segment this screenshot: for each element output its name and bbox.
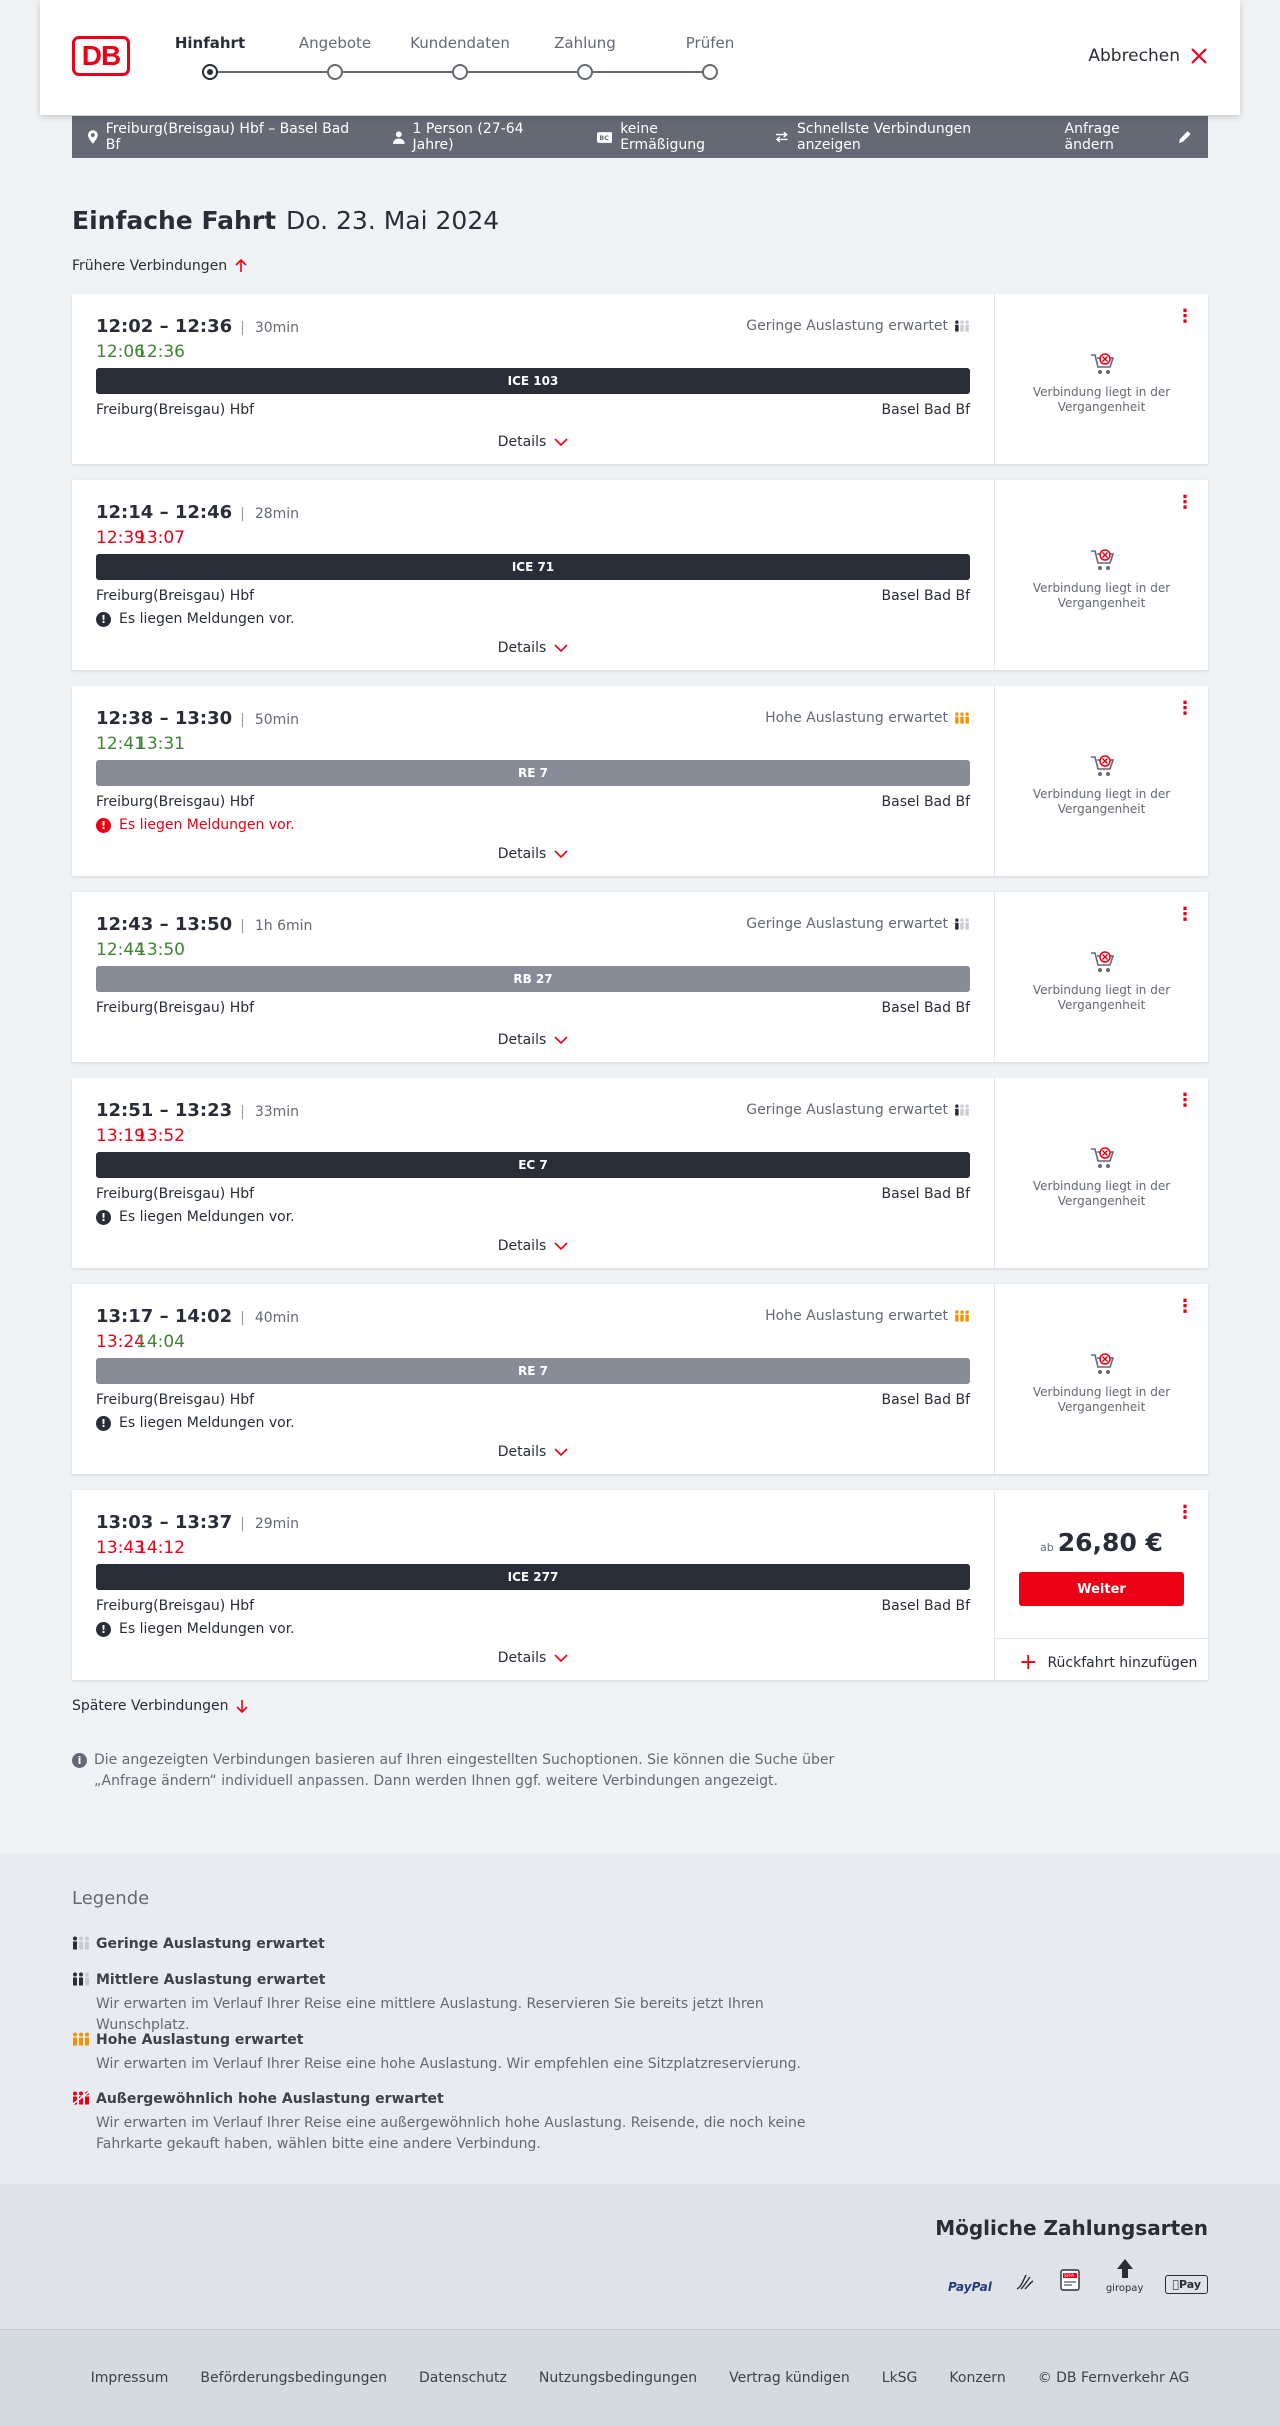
apple-pay-icon: Pay <box>1165 2275 1208 2294</box>
scheduled-times <box>96 1100 299 1121</box>
details-label: Details <box>497 846 547 862</box>
duration: | 33min <box>240 1104 299 1120</box>
legend-title: Legende <box>72 1888 150 1909</box>
details-label: Details <box>497 434 547 450</box>
details-label: Details <box>497 1650 547 1666</box>
details-toggle[interactable] <box>72 434 994 450</box>
chevron-down-icon <box>554 1654 568 1663</box>
arrival-station: Basel Bad Bf <box>881 1186 970 1202</box>
connection-info <box>72 1284 994 1474</box>
departure-station: Freiburg(Breisgau) Hbf <box>96 794 255 810</box>
connection-card[interactable] <box>72 892 1208 1062</box>
later-connections-label: Spätere Verbindungen <box>72 1698 229 1714</box>
train-bar[interactable]: EC 7 <box>96 1152 970 1178</box>
footer-link-lksg[interactable]: LkSG <box>881 2370 918 2386</box>
legend-item-desc: Wir erwarten im Verlauf Ihrer Reise eine außergewöhnlich hohe Auslastung. Reisende, die noch keine Fahrkarte gekauft haben, wählen bitte eine andere Verbindung. <box>96 2115 806 2152</box>
arrival-station: Basel Bad Bf <box>881 1000 970 1016</box>
legend-item-low <box>72 1936 325 1952</box>
step-dot-active <box>202 64 218 80</box>
summary-route <box>88 121 361 153</box>
past-connection-notice <box>995 351 1208 415</box>
scheduled-times <box>96 914 312 935</box>
past-connection-notice <box>995 1145 1208 1209</box>
occupancy-indicator <box>765 710 970 726</box>
connection-card[interactable] <box>72 686 1208 876</box>
duration: | 29min <box>240 1516 299 1532</box>
price-prefix: ab <box>1040 1541 1054 1554</box>
scheduled-times <box>96 1512 299 1533</box>
cart-past-icon <box>1089 949 1115 975</box>
legend-section <box>0 1854 1280 2184</box>
scheduled-times <box>96 316 299 337</box>
message-notice <box>96 817 295 833</box>
departure-station: Freiburg(Breisgau) Hbf <box>96 1598 255 1614</box>
scheduled-times <box>96 502 299 523</box>
footer-link-impressum[interactable]: Impressum <box>90 2370 169 2386</box>
duration: | 40min <box>240 1310 299 1326</box>
price-value: 26,80 € <box>1057 1528 1163 1557</box>
past-connection-notice <box>995 1351 1208 1415</box>
legend-item-title: Außergewöhnlich hohe Auslastung erwartet <box>96 2091 444 2107</box>
connection-offer <box>994 1284 1208 1474</box>
add-return-trip-button[interactable] <box>995 1638 1208 1686</box>
connection-offer <box>994 294 1208 464</box>
chevron-down-icon <box>554 1036 568 1045</box>
realtime-arrival: 13:31 <box>136 734 185 754</box>
message-notice <box>96 1209 295 1225</box>
train-bar[interactable]: RE 7 <box>96 1358 970 1384</box>
location-pin-icon <box>88 130 98 144</box>
connection-card[interactable] <box>72 1284 1208 1474</box>
step-dot <box>702 64 718 80</box>
payment-methods <box>948 2258 1208 2294</box>
scheduled-times <box>96 708 299 729</box>
footer-link-befoerderungsbedingungen[interactable]: Beförderungsbedingungen <box>200 2370 387 2386</box>
cancel-label: Abbrechen <box>1088 46 1180 66</box>
realtime-departure: 12:44 <box>96 940 145 960</box>
legend-item-title: Mittlere Auslastung erwartet <box>96 1972 326 1988</box>
footer <box>0 2329 1280 2426</box>
details-toggle[interactable] <box>72 1032 994 1048</box>
duration: | 50min <box>240 712 299 728</box>
realtime-arrival: 13:50 <box>136 940 185 960</box>
message-text: Es liegen Meldungen vor. <box>119 1621 295 1637</box>
chevron-down-icon <box>554 850 568 859</box>
scheduled-times-text: 12:38 – 13:30 <box>96 708 233 729</box>
more-options-icon[interactable]: ⋮ <box>1176 492 1194 513</box>
summary-discount <box>597 121 744 153</box>
payment-title: Mögliche Zahlungsarten <box>935 2216 1208 2240</box>
connection-info <box>72 480 994 670</box>
info-note <box>72 1750 852 1792</box>
legend-item-high <box>72 2032 856 2075</box>
connection-card[interactable] <box>72 1078 1208 1268</box>
step-kundendaten: Kundendaten <box>410 34 510 52</box>
departure-station: Freiburg(Breisgau) Hbf <box>96 1000 255 1016</box>
step-angebote: Angebote <box>298 34 372 52</box>
details-toggle[interactable] <box>72 1444 994 1460</box>
details-toggle[interactable] <box>72 640 994 656</box>
swap-arrows-icon <box>775 131 789 143</box>
occupancy-low-icon <box>72 1936 90 1950</box>
occupancy-text: Hohe Auslastung erwartet <box>765 1308 948 1324</box>
realtime-arrival: 14:12 <box>136 1538 185 1558</box>
cart-past-icon <box>1089 753 1115 779</box>
more-options-icon[interactable]: ⋮ <box>1176 1502 1194 1523</box>
plus-icon: + <box>1019 1649 1038 1675</box>
message-text: Es liegen Meldungen vor. <box>119 817 295 833</box>
details-label: Details <box>497 1238 547 1254</box>
chevron-down-icon <box>554 1448 568 1457</box>
arrival-station: Basel Bad Bf <box>881 794 970 810</box>
svg-text:BC: BC <box>599 134 609 142</box>
cart-past-icon <box>1089 351 1115 377</box>
scheduled-times <box>96 1306 299 1327</box>
alert-icon: ! <box>96 1416 111 1431</box>
message-text: Es liegen Meldungen vor. <box>119 1415 295 1431</box>
add-return-trip-label: Rückfahrt hinzufügen <box>1047 1654 1198 1671</box>
arrival-station: Basel Bad Bf <box>881 588 970 604</box>
more-options-icon[interactable]: ⋮ <box>1176 1296 1194 1317</box>
realtime-departure: 12:41 <box>96 734 145 754</box>
past-connection-text: Verbindung liegt in der Vergangenheit <box>1032 581 1171 610</box>
legend-item-medium <box>72 1972 856 2036</box>
sepa-icon <box>1060 2269 1084 2294</box>
search-summary-bar <box>72 116 1208 158</box>
departure-station: Freiburg(Breisgau) Hbf <box>96 588 255 604</box>
connection-card[interactable] <box>72 1490 1208 1680</box>
pencil-icon <box>1178 130 1192 144</box>
svg-text:SEPA: SEPA <box>1063 2273 1074 2278</box>
credit-card-icon <box>1014 2271 1038 2294</box>
realtime-arrival: 12:36 <box>136 342 185 362</box>
train-bar[interactable]: ICE 103 <box>96 368 970 394</box>
realtime-arrival: 13:52 <box>136 1126 185 1146</box>
message-notice <box>96 611 295 627</box>
chevron-down-icon <box>554 438 568 447</box>
continue-button[interactable]: Weiter <box>1019 1572 1184 1606</box>
page-title <box>72 206 499 235</box>
departure-station: Freiburg(Breisgau) Hbf <box>96 1392 255 1408</box>
summary-persons <box>393 121 565 153</box>
realtime-departure: 12:06 <box>96 342 145 362</box>
arrival-station: Basel Bad Bf <box>881 402 970 418</box>
connection-info <box>72 686 994 876</box>
cart-past-icon <box>1089 1145 1115 1171</box>
legend-item-title: Geringe Auslastung erwartet <box>96 1936 325 1952</box>
step-hinfahrt: Hinfahrt <box>174 34 246 52</box>
occupancy-medium-icon <box>72 1972 90 1986</box>
footer-link-konzern[interactable]: Konzern <box>949 2370 1006 2386</box>
cart-past-icon <box>1089 1351 1115 1377</box>
chevron-down-icon <box>554 644 568 653</box>
summary-discount-text: keine Ermäßigung <box>620 121 706 153</box>
scheduled-times-text: 12:14 – 12:46 <box>96 502 233 523</box>
legend-item-title: Hohe Auslastung erwartet <box>96 2032 304 2048</box>
earlier-connections-label: Frühere Verbindungen <box>72 258 228 274</box>
message-notice <box>96 1415 295 1431</box>
realtime-departure: 13:43 <box>96 1538 145 1558</box>
footer-link-vertrag-kuendigen[interactable]: Vertrag kündigen <box>729 2370 850 2386</box>
realtime-departure: 13:19 <box>96 1126 145 1146</box>
earlier-connections-link[interactable] <box>72 258 247 274</box>
realtime-arrival: 14:04 <box>136 1332 185 1352</box>
connection-info <box>72 1490 994 1680</box>
occupancy-text: Hohe Auslastung erwartet <box>765 710 948 726</box>
info-note-text: Die angezeigten Verbindungen basieren auf Ihren eingestellten Suchoptionen. Sie können die Suche über „Anfrage ändern“ individuell anpassen. Dann werden Ihnen ggf. weitere Verbindungen angezeigt. <box>94 1752 835 1789</box>
duration: | 28min <box>240 506 299 522</box>
legend-item-extreme <box>72 2091 856 2155</box>
details-label: Details <box>497 640 547 656</box>
change-request-button[interactable] <box>1065 121 1192 153</box>
scheduled-times-text: 12:02 – 12:36 <box>96 316 233 337</box>
train-bar[interactable]: ICE 277 <box>96 1564 970 1590</box>
message-notice <box>96 1621 295 1637</box>
info-icon: i <box>72 1753 87 1768</box>
past-connection-notice <box>995 949 1208 1013</box>
past-connection-notice <box>995 753 1208 817</box>
occupancy-indicator <box>746 318 970 334</box>
bahncard-icon <box>597 132 613 143</box>
occupancy-low-icon <box>954 1104 970 1116</box>
arrival-station: Basel Bad Bf <box>881 1392 970 1408</box>
progress-header <box>40 0 1240 115</box>
occupancy-indicator <box>765 1308 970 1324</box>
close-icon <box>1190 47 1208 65</box>
departure-station: Freiburg(Breisgau) Hbf <box>96 1186 255 1202</box>
realtime-departure: 12:39 <box>96 528 145 548</box>
connection-info <box>72 892 994 1062</box>
alert-icon: ! <box>96 612 111 627</box>
occupancy-text: Geringe Auslastung erwartet <box>746 1102 948 1118</box>
connection-offer <box>994 1078 1208 1268</box>
occupancy-high-icon <box>954 712 970 724</box>
cancel-button[interactable] <box>1088 46 1208 66</box>
duration: | 1h 6min <box>240 918 312 934</box>
footer-link-nutzungsbedingungen[interactable]: Nutzungsbedingungen <box>538 2370 698 2386</box>
alert-icon: ! <box>96 1622 111 1637</box>
details-label: Details <box>497 1032 547 1048</box>
legend-item-desc: Wir erwarten im Verlauf Ihrer Reise eine mittlere Auslastung. Reservieren Sie bereits jetzt Ihren Wunschplatz. <box>96 1996 764 2033</box>
connection-card[interactable] <box>72 480 1208 670</box>
chevron-down-icon <box>554 1242 568 1251</box>
alert-icon: ! <box>96 818 111 833</box>
scheduled-times-text: 13:17 – 14:02 <box>96 1306 233 1327</box>
past-connection-text: Verbindung liegt in der Vergangenheit <box>1032 983 1171 1012</box>
db-logo[interactable]: DB <box>72 36 130 76</box>
message-text: Es liegen Meldungen vor. <box>119 1209 295 1225</box>
connection-info <box>72 1078 994 1268</box>
message-text: Es liegen Meldungen vor. <box>119 611 295 627</box>
realtime-arrival: 13:07 <box>136 528 185 548</box>
details-toggle[interactable] <box>72 1238 994 1254</box>
arrow-down-icon <box>236 1699 248 1713</box>
occupancy-low-icon <box>954 320 970 332</box>
step-dot <box>452 64 468 80</box>
arrow-up-icon <box>235 259 247 273</box>
more-options-icon[interactable]: ⋮ <box>1176 1090 1194 1111</box>
step-dot <box>577 64 593 80</box>
connection-offer <box>994 892 1208 1062</box>
past-connection-text: Verbindung liegt in der Vergangenheit <box>1032 385 1171 414</box>
summary-persons-text: 1 Person (27-64 Jahre) <box>412 121 524 153</box>
train-bar[interactable]: ICE 71 <box>96 554 970 580</box>
scheduled-times-text: 12:51 – 13:23 <box>96 1100 233 1121</box>
paypal-icon: PayPal <box>948 2280 992 2294</box>
change-request-label: Anfrage ändern <box>1064 121 1120 153</box>
scheduled-times-text: 13:03 – 13:37 <box>96 1512 233 1533</box>
later-connections-link[interactable] <box>72 1698 248 1714</box>
duration: | 30min <box>240 320 299 336</box>
occupancy-indicator <box>746 916 970 932</box>
train-bar[interactable]: RB 27 <box>96 966 970 992</box>
past-connection-text: Verbindung liegt in der Vergangenheit <box>1032 1385 1171 1414</box>
connection-offer <box>994 686 1208 876</box>
occupancy-high-icon <box>954 1310 970 1322</box>
realtime-departure: 13:24 <box>96 1332 145 1352</box>
connection-card[interactable] <box>72 294 1208 464</box>
details-label: Details <box>497 1444 547 1460</box>
cart-past-icon <box>1089 547 1115 573</box>
connection-info <box>72 294 994 464</box>
legend-item-desc: Wir erwarten im Verlauf Ihrer Reise eine hohe Auslastung. Wir empfehlen eine Sitzplatzreservierung. <box>96 2056 801 2072</box>
giropay-icon: giropay <box>1106 2258 1144 2294</box>
occupancy-high-icon <box>72 2032 90 2046</box>
summary-route-text: Freiburg(Breisgau) Hbf – Basel Bad Bf <box>105 121 350 153</box>
summary-fastest <box>775 121 1032 153</box>
details-toggle[interactable] <box>72 1650 994 1666</box>
trip-type: Einfache Fahrt <box>72 206 277 235</box>
connection-offer <box>994 480 1208 670</box>
past-connection-notice <box>995 547 1208 611</box>
occupancy-text: Geringe Auslastung erwartet <box>746 318 948 334</box>
past-connection-text: Verbindung liegt in der Vergangenheit <box>1032 787 1171 816</box>
departure-station: Freiburg(Breisgau) Hbf <box>96 402 255 418</box>
footer-copyright: © DB Fernverkehr AG <box>1037 2370 1190 2386</box>
more-options-icon[interactable]: ⋮ <box>1176 904 1194 925</box>
train-bar[interactable]: RE 7 <box>96 760 970 786</box>
step-dot <box>327 64 343 80</box>
trip-date: Do. 23. Mai 2024 <box>286 206 500 235</box>
past-connection-text: Verbindung liegt in der Vergangenheit <box>1032 1179 1171 1208</box>
occupancy-text: Geringe Auslastung erwartet <box>746 916 948 932</box>
person-icon <box>393 131 405 144</box>
scheduled-times-text: 12:43 – 13:50 <box>96 914 233 935</box>
more-options-icon[interactable]: ⋮ <box>1176 698 1194 719</box>
occupancy-low-icon <box>954 918 970 930</box>
step-pruefen: Prüfen <box>685 34 735 52</box>
footer-link-datenschutz[interactable]: Datenschutz <box>418 2370 507 2386</box>
arrival-station: Basel Bad Bf <box>881 1598 970 1614</box>
price <box>995 1528 1208 1557</box>
details-toggle[interactable] <box>72 846 994 862</box>
payment-section <box>0 2184 1280 2329</box>
connection-offer <box>994 1490 1208 1680</box>
alert-icon: ! <box>96 1210 111 1225</box>
more-options-icon[interactable]: ⋮ <box>1176 306 1194 327</box>
occupancy-indicator <box>746 1102 970 1118</box>
step-zahlung: Zahlung <box>554 34 616 52</box>
summary-fastest-text: Schnellste Verbindungen anzeigen <box>797 121 972 153</box>
occupancy-extreme-icon <box>72 2091 90 2105</box>
